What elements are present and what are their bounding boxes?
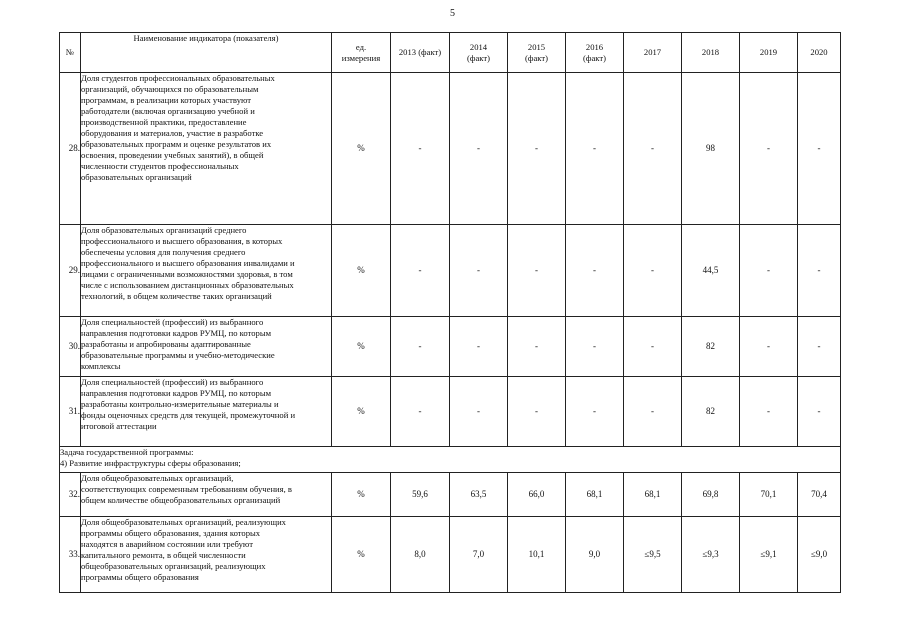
task-cell <box>60 447 841 473</box>
unit-cell: % <box>332 377 391 447</box>
table-row <box>60 473 841 517</box>
indicator-name-line: лицами с ограниченными возможностями здоровья, в том <box>81 269 293 279</box>
table-body-part2 <box>60 473 841 593</box>
unit-cell: % <box>332 473 391 517</box>
indicator-name-line: производственной практики, предоставление <box>81 117 247 127</box>
indicator-name-line: комплексы <box>81 361 121 371</box>
indicator-name-line: образовательные программы и учебно-методические <box>81 350 275 360</box>
indicator-name-line: Доля студентов профессиональных образовательных <box>81 73 275 83</box>
value-cell: 98 <box>682 73 740 225</box>
value-cell: 10,1 <box>508 517 566 593</box>
value-cell: 59,6 <box>391 473 450 517</box>
value-cell: - <box>450 73 508 225</box>
indicator-name-line: работодатели (включая организацию учебной и <box>81 106 255 116</box>
value-cell: - <box>450 377 508 447</box>
value-cell: - <box>624 225 682 317</box>
value-cell: ≤9,3 <box>682 517 740 593</box>
unit-cell: % <box>332 517 391 593</box>
indicator-name-line: Доля образовательных организаций среднего <box>81 225 247 235</box>
header-year-2018: 2018 <box>682 33 740 73</box>
value-cell: 69,8 <box>682 473 740 517</box>
indicator-name-line: Доля специальностей (профессий) из выбранного <box>81 317 264 327</box>
indicator-name-line: разработаны контрольно-измерительные материалы и <box>81 399 279 409</box>
value-cell: ≤9,5 <box>624 517 682 593</box>
value-cell: - <box>566 225 624 317</box>
indicator-name-line: общем количестве общеобразовательных организаций <box>81 495 281 505</box>
indicator-name-line: программам, в реализации которых участвуют <box>81 95 252 105</box>
value-cell: - <box>450 317 508 377</box>
indicator-name-line: обеспечены условия для получения среднего <box>81 247 246 257</box>
unit-cell: % <box>332 73 391 225</box>
indicator-name-line: направления подготовки кадров РУМЦ, по которым <box>81 328 272 338</box>
value-cell: - <box>566 377 624 447</box>
indicator-name-line: численности студентов профессиональных <box>81 161 239 171</box>
indicator-name-line: организаций, обучающихся по образовательным <box>81 84 259 94</box>
value-cell: 82 <box>682 317 740 377</box>
task-item: 4) Развитие инфраструктуры сферы образования; <box>60 458 241 468</box>
value-cell: - <box>391 225 450 317</box>
table-row <box>60 377 841 447</box>
header-year-line1: 2013 (факт) <box>398 47 442 57</box>
row-number: 31. <box>60 377 81 447</box>
header-row <box>60 33 841 73</box>
header-year-2017: 2017 <box>624 33 682 73</box>
table-row <box>60 225 841 317</box>
value-cell: 66,0 <box>508 473 566 517</box>
header-year-2020: 2020 <box>798 33 841 73</box>
value-cell: 70,4 <box>798 473 841 517</box>
indicator-name-line: Доля общеобразовательных организаций, реализующих <box>81 517 286 527</box>
value-cell: - <box>798 73 841 225</box>
header-year-2019: 2019 <box>740 33 798 73</box>
value-cell: - <box>508 225 566 317</box>
table-body-part1 <box>60 73 841 447</box>
task-title: Задача государственной программы: <box>60 447 194 457</box>
row-number: 28. <box>60 73 81 225</box>
indicator-name <box>81 377 332 447</box>
indicator-name-line: находятся в аварийном состоянии или требуют <box>81 539 253 549</box>
header-year-line2: (факт) <box>583 52 606 63</box>
indicator-name-line: программы общего образования, здания которых <box>81 528 261 538</box>
row-number: 33. <box>60 517 81 593</box>
unit-cell: % <box>332 317 391 377</box>
value-cell: 70,1 <box>740 473 798 517</box>
task-section <box>60 447 841 473</box>
header-year-2015 <box>508 33 566 73</box>
value-cell: - <box>740 317 798 377</box>
value-cell: - <box>798 377 841 447</box>
value-cell: - <box>566 317 624 377</box>
header-unit-line2: измерения <box>341 52 381 63</box>
header-year-2013 <box>391 33 450 73</box>
indicator-name-line: оборудования и материалов, участие в разработке <box>81 128 264 138</box>
indicator-name-line: профессионального и высшего образования, в которых <box>81 236 283 246</box>
indicator-name <box>81 317 332 377</box>
indicator-name <box>81 517 332 593</box>
indicator-name-line: программы общего образования <box>81 572 199 582</box>
header-num: № <box>60 33 81 73</box>
value-cell: - <box>508 317 566 377</box>
indicator-name <box>81 73 332 225</box>
value-cell: - <box>740 73 798 225</box>
indicator-name-line: общеобразовательных организаций, реализующих <box>81 561 266 571</box>
value-cell: ≤9,0 <box>798 517 841 593</box>
header-year-2014 <box>450 33 508 73</box>
indicator-name-line: освоения, проведении учебных занятий), в общей <box>81 150 264 160</box>
value-cell: - <box>798 225 841 317</box>
header-unit-line1: ед. <box>355 41 367 52</box>
unit-cell: % <box>332 225 391 317</box>
value-cell: 8,0 <box>391 517 450 593</box>
task-row <box>60 447 841 473</box>
indicator-name-line: числе с использованием дистанционных образовательных <box>81 280 294 290</box>
value-cell: - <box>740 377 798 447</box>
header-year-line2: (факт) <box>525 52 548 63</box>
header-year-line1: 2014 <box>469 41 488 52</box>
indicator-table <box>59 32 841 593</box>
value-cell: - <box>508 377 566 447</box>
indicator-name <box>81 225 332 317</box>
value-cell: 82 <box>682 377 740 447</box>
indicator-name-line: Доля специальностей (профессий) из выбранного <box>81 377 264 387</box>
page-number: 5 <box>450 8 455 19</box>
value-cell: - <box>450 225 508 317</box>
value-cell: - <box>391 377 450 447</box>
indicator-name-line: Доля общеобразовательных организаций, <box>81 473 234 483</box>
indicator-name-line: образовательных программ и оценке результатов их <box>81 139 272 149</box>
value-cell: - <box>391 73 450 225</box>
value-cell: 68,1 <box>566 473 624 517</box>
header-year-2016 <box>566 33 624 73</box>
header-year-line2: (факт) <box>467 52 490 63</box>
indicator-name-line: образовательных организаций <box>81 172 192 182</box>
indicator-name-line: профессионального и высшего образования инвалидами и <box>81 258 295 268</box>
value-cell: - <box>566 73 624 225</box>
header-unit <box>332 33 391 73</box>
row-number: 29. <box>60 225 81 317</box>
value-cell: - <box>624 317 682 377</box>
header-year-line1: 2015 <box>527 41 546 52</box>
value-cell: - <box>508 73 566 225</box>
indicator-name <box>81 473 332 517</box>
table-row <box>60 73 841 225</box>
value-cell: 9,0 <box>566 517 624 593</box>
row-number: 30. <box>60 317 81 377</box>
indicator-name-line: технологий, в общем количестве таких организаций <box>81 291 272 301</box>
value-cell: 7,0 <box>450 517 508 593</box>
header-indicator: Наименование индикатора (показателя) <box>81 33 332 73</box>
indicator-name-line: капитального ремонта, в общей численности <box>81 550 246 560</box>
value-cell: ≤9,1 <box>740 517 798 593</box>
value-cell: 68,1 <box>624 473 682 517</box>
value-cell: - <box>740 225 798 317</box>
table-row <box>60 517 841 593</box>
indicator-name-line: фонды оценочных средств для текущей, промежуточной и <box>81 410 296 420</box>
value-cell: 63,5 <box>450 473 508 517</box>
header-year-line1: 2016 <box>585 41 604 52</box>
indicator-name-line: итоговой аттестации <box>81 421 157 431</box>
value-cell: - <box>798 317 841 377</box>
indicator-name-line: соответствующих современным требованиям обучения, в <box>81 484 292 494</box>
value-cell: 44,5 <box>682 225 740 317</box>
indicator-name-line: направления подготовки кадров РУМЦ, по которым <box>81 388 272 398</box>
indicator-name-line: разработаны и апробированы адаптированные <box>81 339 251 349</box>
row-number: 32. <box>60 473 81 517</box>
value-cell: - <box>624 377 682 447</box>
value-cell: - <box>391 317 450 377</box>
value-cell: - <box>624 73 682 225</box>
table-row <box>60 317 841 377</box>
